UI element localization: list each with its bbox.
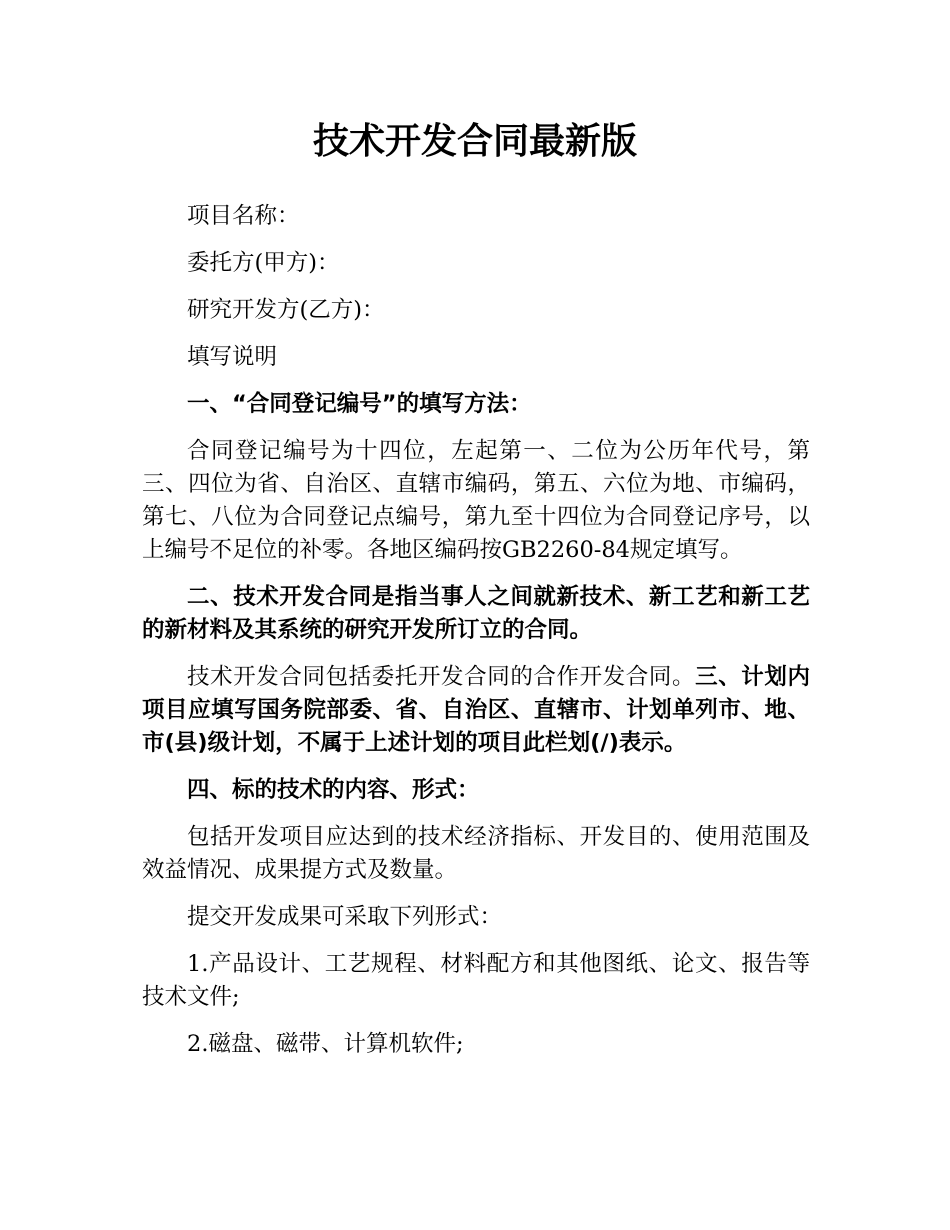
form-item-2: 2.磁盘、磁带、计算机软件; — [187, 1031, 464, 1057]
section2-heading: 二、技术开发合同是指当事人之间就新技术、新工艺和新工艺的新材料及其系统的研究开发所订立的合同。 — [142, 584, 810, 643]
section2-3-paragraph — [142, 661, 810, 760]
project-name-field: 项目名称： — [187, 203, 300, 229]
form-item-1: 1.产品设计、工艺规程、材料配方和其他图纸、论文、报告等技术文件; — [142, 951, 810, 1010]
section1-text: 合同登记编号为十四位，左起第一、二位为公历年代号，第三、四位为省、自治区、直辖市编码，第五、六位为地、市编码，第七、八位为合同登记点编号，第九至十四位为合同登记序号，以上编号不足位的补零。各地区编码按GB2260-84规定填写。 — [142, 438, 810, 563]
section4-heading: 四、标的技术的内容、形式： — [187, 777, 480, 803]
instructions-heading: 填写说明 — [187, 344, 278, 370]
forms-intro: 提交开发成果可采取下列形式： — [187, 904, 503, 930]
developer-field: 研究开发方(乙方)： — [187, 297, 385, 323]
section2-text: 技术开发合同包括委托开发合同的合作开发合同。 — [187, 664, 696, 690]
document-body — [142, 200, 810, 1075]
section3-heading: 三、计划内项目应填写国务院部委、省、自治区、直辖市、计划单列市、地、市(县)级计划，不属于上述计划的项目此栏划(/)表示。 — [142, 664, 810, 756]
section1-heading: 一、“合同登记编号”的填写方法： — [187, 391, 532, 417]
client-field: 委托方(甲方)： — [187, 250, 340, 276]
document-title: 技术开发合同最新版 — [312, 121, 637, 162]
section4-text: 包括开发项目应达到的技术经济指标、开发目的、使用范围及效益情况、成果提方式及数量。 — [142, 824, 810, 883]
